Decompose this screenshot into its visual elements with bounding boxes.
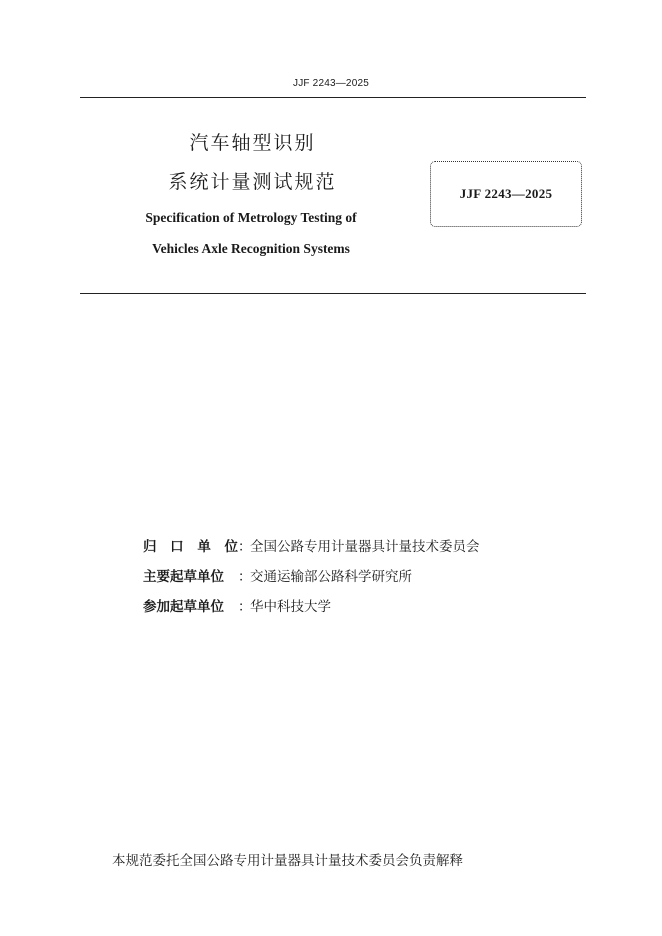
- standard-code-box: [430, 161, 582, 227]
- unit-label-char: 单: [197, 539, 211, 555]
- title-zh-line1: 汽车轴型识别: [189, 132, 316, 154]
- unit-value-participating-drafter: 华中科技大学: [250, 599, 331, 615]
- unit-label-char: 归: [143, 539, 157, 555]
- unit-value-main-drafter: 交通运输部公路科学研究所: [250, 569, 412, 585]
- drafting-units: [143, 535, 480, 625]
- unit-label-participating-drafter: 参加起草单位: [143, 599, 224, 615]
- footer-interpretation-note: 本规范委托全国公路专用计量器具计量技术委员会负责解释: [112, 853, 463, 869]
- unit-value-responsible: 全国公路专用计量器具计量技术委员会: [250, 539, 480, 555]
- unit-label-responsible: [143, 535, 238, 555]
- unit-colon: ：: [238, 599, 252, 615]
- title-en-line1: Specification of Metrology Testing of: [145, 210, 357, 225]
- unit-colon: ：: [238, 569, 252, 585]
- header-standard-code: JJF 2243—2025: [293, 78, 369, 89]
- unit-label-main-drafter: 主要起草单位: [143, 569, 224, 585]
- standard-code-box-text: JJF 2243—2025: [459, 186, 553, 201]
- unit-row-responsible: [143, 535, 480, 565]
- unit-row-participating-drafter: [143, 595, 480, 625]
- header-rule: [80, 97, 586, 98]
- title-zh-line2: 系统计量测试规范: [168, 171, 337, 193]
- unit-row-main-drafter: [143, 565, 480, 595]
- unit-colon: ：: [238, 539, 252, 555]
- title-en-line2: Vehicles Axle Recognition Systems: [152, 241, 350, 256]
- title-bottom-rule: [80, 293, 586, 294]
- unit-label-char: 位: [224, 539, 238, 555]
- unit-label-char: 口: [170, 539, 184, 555]
